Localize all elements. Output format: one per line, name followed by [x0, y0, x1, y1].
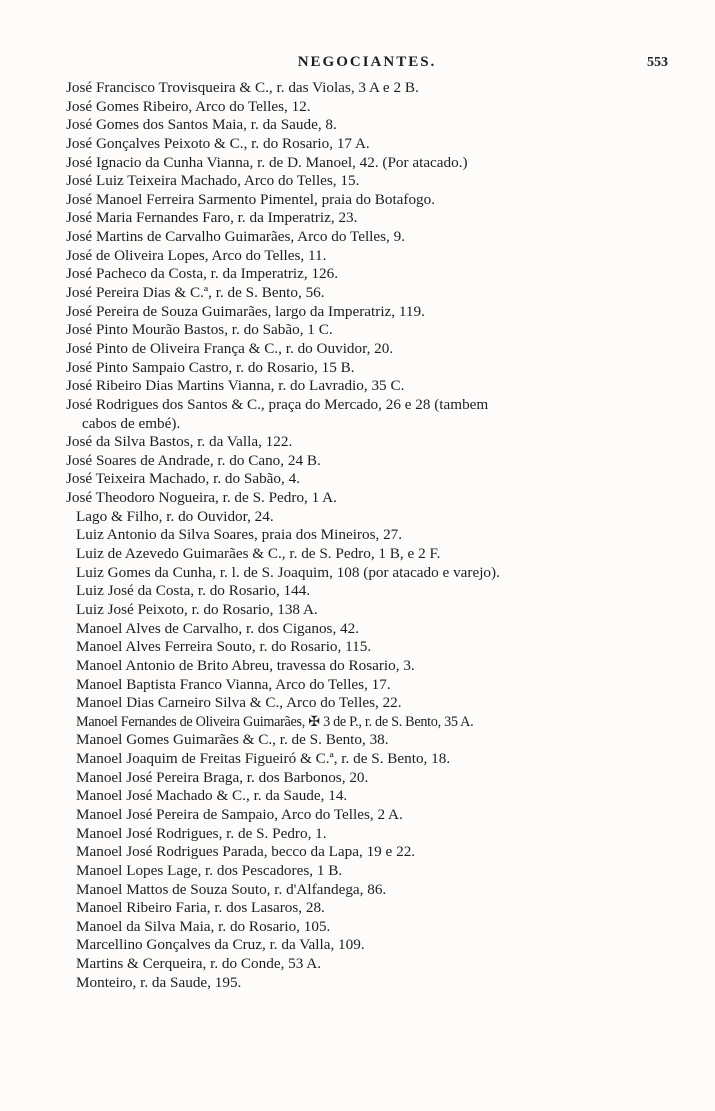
list-item: José Pacheco da Costa, r. da Imperatriz, 126.	[66, 265, 339, 283]
list-item: Manoel José Pereira Braga, r. dos Barbonos, 20.	[76, 768, 369, 786]
list-item: José Maria Fernandes Faro, r. da Imperatriz, 23.	[66, 209, 358, 227]
list-item: Manoel Ribeiro Faria, r. dos Lasaros, 28.	[76, 899, 325, 917]
list-item: Manoel José Rodrigues, r. de S. Pedro, 1.	[76, 824, 327, 842]
page-number: 553	[647, 55, 668, 70]
list-item-continuation: cabos de embé).	[82, 414, 181, 432]
list-item: José Luiz Teixeira Machado, Arco do Telles, 15.	[66, 172, 360, 190]
list-item: Manoel Lopes Lage, r. dos Pescadores, 1 B.	[76, 861, 343, 879]
list-item: José Pereira Dias & C.ª, r. de S. Bento, 56.	[66, 284, 325, 302]
list-item: Manoel da Silva Maia, r. do Rosario, 105.	[76, 917, 331, 935]
list-item: José Pinto Mourão Bastos, r. do Sabão, 1 C.	[66, 321, 333, 339]
list-item: Lago & Filho, r. do Ouvidor, 24.	[76, 507, 274, 525]
list-item: Manoel Alves de Carvalho, r. dos Ciganos, 42.	[76, 619, 360, 637]
list-item: Luiz José da Costa, r. do Rosario, 144.	[76, 582, 311, 600]
list-item: José Manoel Ferreira Sarmento Pimentel, praia do Botafogo.	[66, 190, 436, 208]
list-item: Manoel José Machado & C., r. da Saude, 14.	[76, 787, 348, 805]
list-item: José Gomes Ribeiro, Arco do Telles, 12.	[66, 97, 311, 115]
list-item: José Soares de Andrade, r. do Cano, 24 B.	[66, 451, 321, 469]
list-item: José Ignacio da Cunha Vianna, r. de D. Manoel, 42. (Por atacado.)	[66, 153, 468, 171]
list-item: José Gomes dos Santos Maia, r. da Saude, 8.	[66, 116, 337, 134]
list-item: José Teixeira Machado, r. do Sabão, 4.	[66, 470, 301, 488]
list-item: José Rodrigues dos Santos & C., praça do Mercado, 26 e 28 (tambem	[66, 395, 489, 413]
list-item: Manoel José Pereira de Sampaio, Arco do Telles, 2 A.	[76, 805, 403, 823]
list-item: José Gonçalves Peixoto & C., r. do Rosario, 17 A.	[66, 134, 370, 152]
list-item: Manoel José Rodrigues Parada, becco da Lapa, 19 e 22.	[76, 843, 416, 861]
list-item: Manoel Fernandes de Oliveira Guimarães, ✠ 3 de P., r. de S. Bento, 35 A.	[76, 713, 474, 730]
list-item: José Francisco Trovisqueira & C., r. das Violas, 3 A e 2 B.	[66, 79, 419, 96]
list-item: Manoel Alves Ferreira Souto, r. do Rosario, 115.	[76, 638, 372, 656]
list-item: Luiz Antonio da Silva Soares, praia dos Mineiros, 27.	[76, 526, 403, 544]
list-item: Manoel Baptista Franco Vianna, Arco do Telles, 17.	[76, 675, 391, 693]
list-item: Manoel Gomes Guimarães & C., r. de S. Bento, 38.	[76, 731, 389, 749]
list-item: Martins & Cerqueira, r. do Conde, 53 A.	[76, 955, 322, 973]
list-item: José da Silva Bastos, r. da Valla, 122.	[66, 433, 293, 451]
list-item: Luiz de Azevedo Guimarães & C., r. de S. Pedro, 1 B, e 2 F.	[76, 545, 441, 563]
list-item: José Martins de Carvalho Guimarães, Arco do Telles, 9.	[66, 228, 406, 246]
list-item: José Pinto de Oliveira França & C., r. do Ouvidor, 20.	[66, 339, 394, 357]
section-title: NEGOCIANTES.	[297, 54, 437, 70]
list-item: Luiz Gomes da Cunha, r. l. de S. Joaquim, 108 (por atacado e varejo).	[76, 563, 500, 581]
list-item: Manoel Antonio de Brito Abreu, travessa do Rosario, 3.	[76, 656, 415, 674]
list-item: José Ribeiro Dias Martins Vianna, r. do Lavradio, 35 C.	[66, 377, 405, 395]
list-item: José Pinto Sampaio Castro, r. do Rosario, 15 B.	[66, 358, 355, 376]
merchant-list	[66, 79, 681, 992]
list-item: Manoel Joaquim de Freitas Figueiró & C.ª, r. de S. Bento, 18.	[76, 750, 451, 768]
list-item: José Theodoro Nogueira, r. de S. Pedro, 1 A.	[66, 489, 337, 507]
list-item: Monteiro, r. da Saude, 195.	[76, 973, 242, 991]
list-item: Marcellino Gonçalves da Cruz, r. da Valla, 109.	[76, 936, 365, 954]
page-header	[66, 54, 668, 76]
list-item: José de Oliveira Lopes, Arco do Telles, 11.	[66, 246, 327, 264]
list-item: Manoel Mattos de Souza Souto, r. d'Alfandega, 86.	[76, 880, 387, 898]
list-item: Luiz José Peixoto, r. do Rosario, 138 A.	[76, 600, 318, 618]
list-item: José Pereira de Souza Guimarães, largo da Imperatriz, 119.	[66, 302, 425, 320]
list-item: Manoel Dias Carneiro Silva & C., Arco do Telles, 22.	[76, 694, 402, 712]
